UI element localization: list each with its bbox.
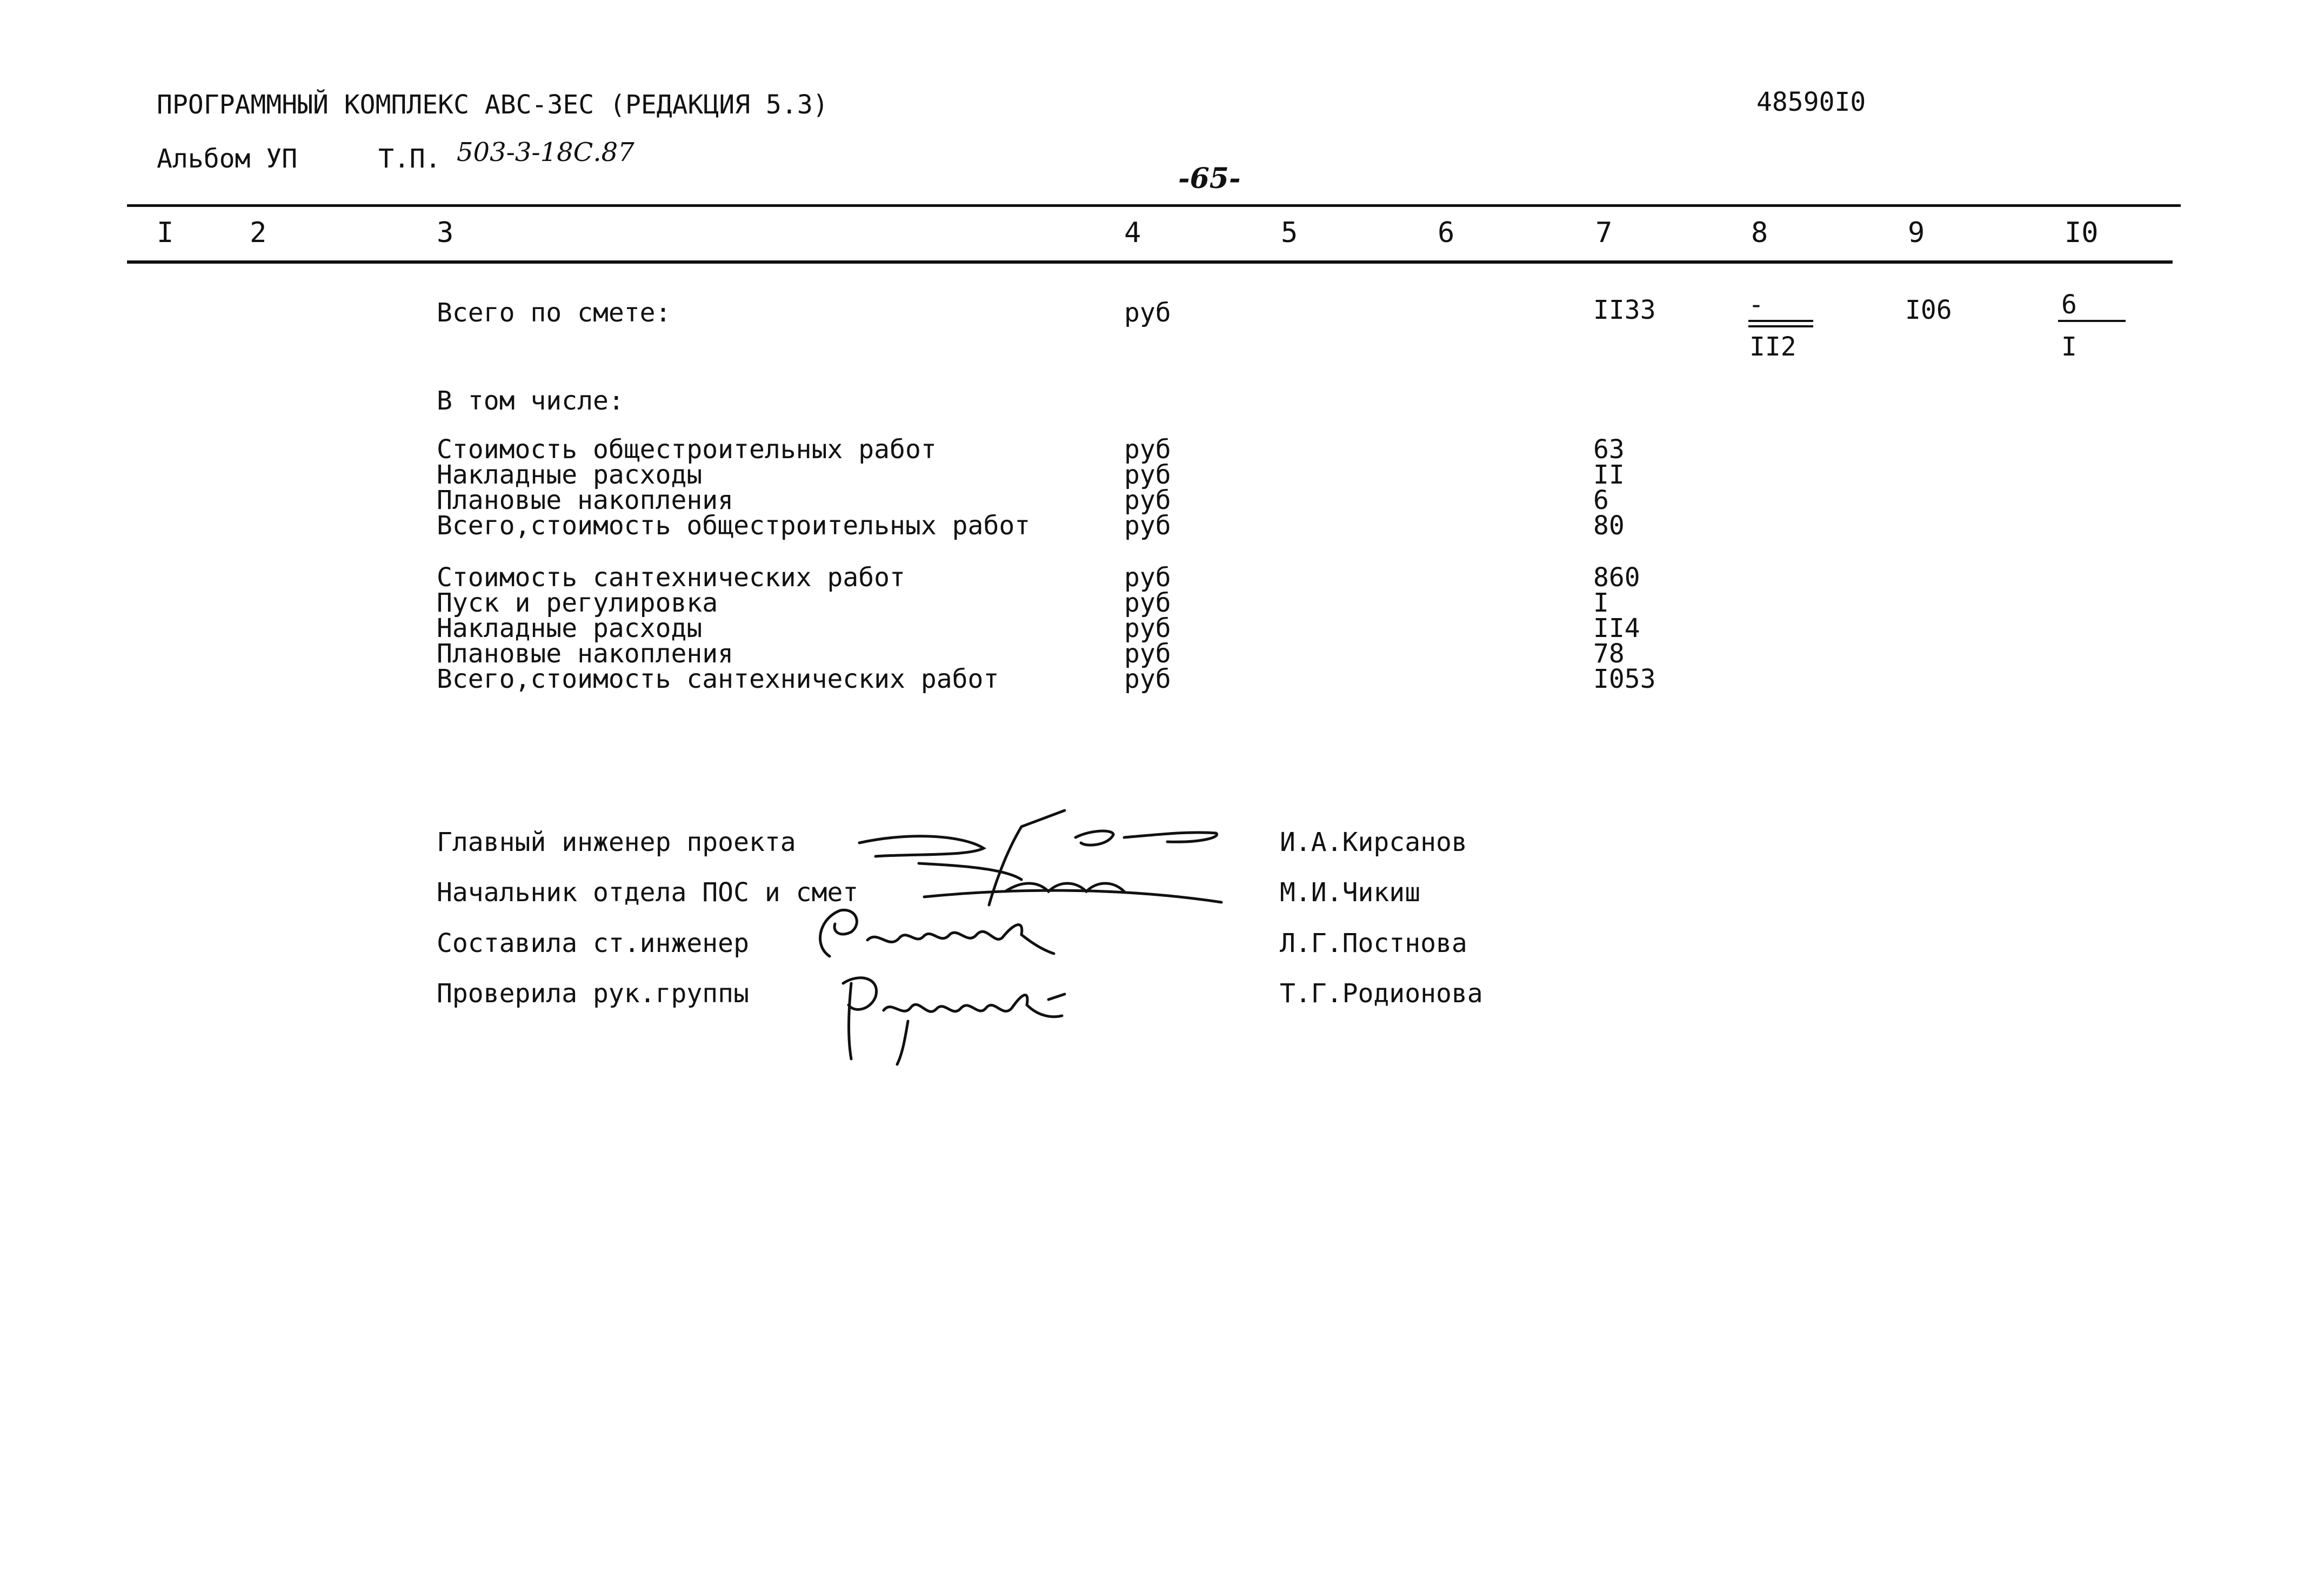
signature-role: Начальник отдела ПОС и смет [437, 877, 859, 908]
signature-name: Л.Г.Постнова [1280, 928, 1467, 958]
signature-chief-engineer [843, 805, 1232, 913]
column-header: 3 [437, 217, 454, 249]
group1-values [1593, 434, 1701, 545]
total-col10-top: 6 [2061, 290, 2077, 320]
line-item-value: 78 [1593, 639, 1625, 669]
album-label: Альбом УП [157, 144, 298, 174]
line-item-unit: руб [1124, 485, 1171, 515]
total-col8-top: - [1748, 290, 1764, 320]
tp-number: 503-3-18С.87 [457, 137, 634, 167]
line-item-unit: руб [1124, 588, 1171, 618]
line-item-label: Пуск и регулировка [437, 588, 718, 618]
line-item-label: Всего,стоимость общестроительных работ [437, 511, 1031, 541]
line-item-value: II4 [1593, 613, 1640, 643]
group1-units [1124, 434, 1205, 545]
line-item-label: Плановые накопления [437, 639, 734, 669]
total-col9: I06 [1905, 295, 1952, 325]
page-number: -65- [1178, 162, 1241, 195]
total-col8-bottom: II2 [1749, 332, 1796, 362]
signature-role: Составила ст.инженер [437, 928, 749, 958]
total-col10-bottom: I [2061, 332, 2077, 362]
line-item-label: Стоимость общестроительных работ [437, 434, 937, 465]
tp-label: Т.П. [378, 144, 441, 174]
fraction-line [1748, 320, 1813, 322]
column-header: 2 [250, 217, 267, 249]
total-unit: руб [1124, 298, 1171, 328]
program-title: ПРОГРАММНЫЙ КОМПЛЕКС АВС-ЗЕС (РЕДАКЦИЯ 5.3) [157, 90, 829, 120]
header-top-rule [127, 204, 2181, 207]
signature-name: И.А.Кирсанов [1280, 827, 1467, 857]
group1-labels [437, 434, 1085, 545]
line-item-label: Стоимость сантехнических работ [437, 562, 905, 593]
group2-labels [437, 562, 1085, 694]
line-item-unit: руб [1124, 511, 1171, 541]
line-item-value: 80 [1593, 511, 1625, 541]
column-header: 9 [1908, 217, 1925, 249]
line-item-label: Накладные расходы [437, 613, 703, 643]
column-header: 5 [1281, 217, 1298, 249]
line-item-value: 63 [1593, 434, 1625, 465]
group2-values [1593, 562, 1701, 694]
total-col8-fraction [1748, 292, 1816, 367]
line-item-unit: руб [1124, 460, 1171, 490]
header-bottom-rule [127, 260, 2173, 264]
signature-role: Главный инженер проекта [437, 827, 796, 857]
line-item-value: 860 [1593, 562, 1640, 593]
line-item-unit: руб [1124, 434, 1171, 465]
column-header: I [157, 217, 174, 249]
fraction-line [1748, 325, 1813, 327]
document-number: 48590I0 [1756, 87, 1866, 117]
total-col10-fraction [2058, 292, 2128, 367]
line-item-label: Плановые накопления [437, 485, 734, 515]
fraction-line [2058, 320, 2126, 322]
column-header: 4 [1124, 217, 1141, 249]
column-header: I0 [2065, 217, 2099, 249]
line-item-value: II [1593, 460, 1625, 490]
signature-name: М.И.Чикиш [1280, 877, 1421, 908]
signature-rodionova [811, 967, 1092, 1070]
signature-name: Т.Г.Родионова [1280, 978, 1483, 1009]
line-item-value: I053 [1593, 664, 1656, 694]
line-item-unit: руб [1124, 562, 1171, 593]
line-item-label: Накладные расходы [437, 460, 703, 490]
signature-postnova [808, 902, 1067, 973]
line-item-unit: руб [1124, 664, 1171, 694]
group2-units [1124, 562, 1205, 694]
total-label: Всего по смете: [437, 298, 671, 328]
including-label: В том числе: [437, 386, 624, 416]
line-item-label: Всего,стоимость сантехнических работ [437, 664, 999, 694]
column-header: 6 [1438, 217, 1455, 249]
line-item-unit: руб [1124, 639, 1171, 669]
line-item-unit: руб [1124, 613, 1171, 643]
line-item-value: 6 [1593, 485, 1609, 515]
signature-role: Проверила рук.группы [437, 978, 749, 1009]
column-header: 8 [1751, 217, 1768, 249]
line-item-value: I [1593, 588, 1609, 618]
total-col7: II33 [1593, 295, 1656, 325]
column-header: 7 [1595, 217, 1613, 249]
